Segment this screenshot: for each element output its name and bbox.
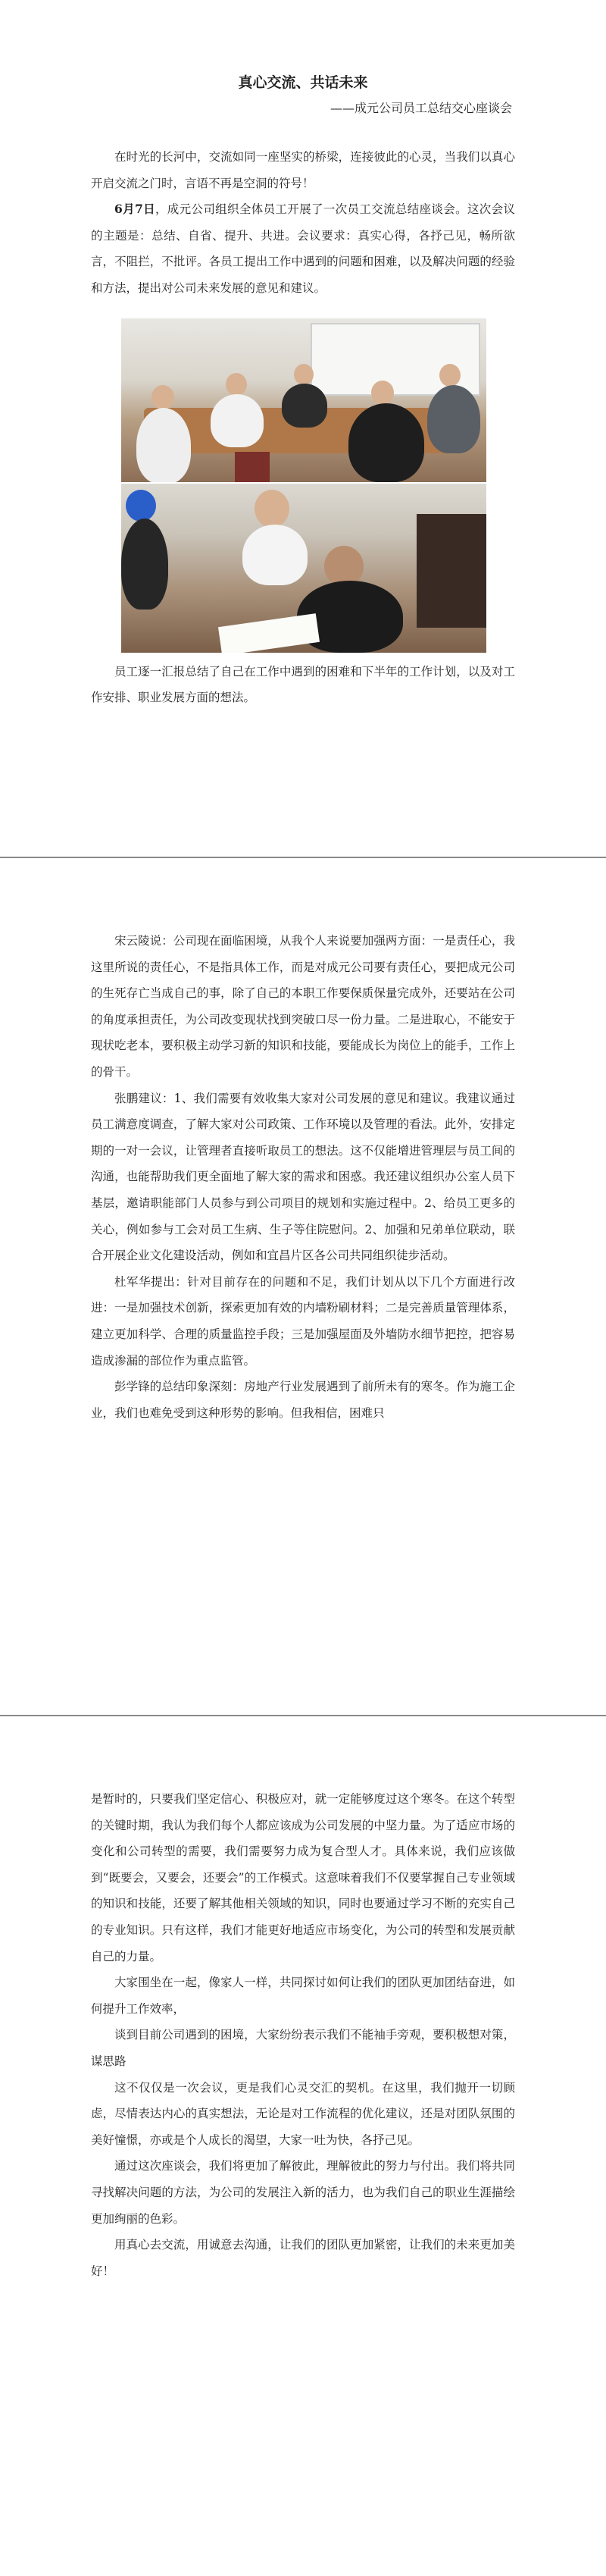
outcome-paragraph: 通过这次座谈会，我们将更加了解彼此，理解彼此的努力与付出。我们将共同寻找解决问题的方法，为公司的发展注入新的活力，也为我们自己的职业生涯描绘更加绚丽的色彩。 <box>91 2159 515 2226</box>
document-page-1 <box>0 0 606 855</box>
peng-xuefeng-paragraph: 彭学锋的总结印象深刻：房地产行业发展遇到了前所未有的寒冬。作为施工企业，我们也难免受到这种形势的影响。但我相信，困难只 <box>91 1380 515 1420</box>
closing-paragraph: 用真心去交流，用诚意去沟通，让我们的团队更加紧密，让我们的未来更加美好！ <box>91 2238 515 2278</box>
person-body <box>282 384 327 428</box>
intro-paragraph: 在时光的长河中，交流如同一座坚实的桥梁，连接彼此的心灵，当我们以真心开启交流之门时，言语不再是空洞的符号！ <box>91 150 515 190</box>
person-body <box>136 408 191 482</box>
chair <box>235 452 270 482</box>
person-head <box>152 385 174 409</box>
person-body <box>211 394 264 447</box>
heart-exchange-paragraph: 这不仅仅是一次会议，更是我们心灵交汇的契机。在这里，我们抛开一切顾虑，尽情表达内心的真实想法，无论是对工作流程的优化建议，还是对团队氛围的美好憧憬，亦或是个人成长的渴望，大家一吐为快，各抒己见。 <box>91 2080 515 2147</box>
article-title: 真心交流、共话未来 <box>238 74 368 91</box>
difficulties-paragraph: 谈到目前公司遇到的困境，大家纷纷表示我们不能袖手旁观，要积极想对策，谋思路 <box>91 2028 515 2068</box>
person-head <box>371 381 394 405</box>
meeting-photo-bottom <box>121 484 486 653</box>
peng-xuefeng-continued: 是暂时的，只要我们坚定信心、积极应对，就一定能够度过这个寒冬。在这个转型的关键时期，我认为我们每个人都应该成为公司发展的中坚力量。为了适应市场的变化和公司转型的需要，我们需要努力成为复合型人才。具体来说，我们应该做到“既要会，又要会，还要会”的工作模式。这意味着我们不仅要掌握自己专业领域的知识和技能，还要了解其他相关领域的知识，同时也要通过学习不断的充实自己的专业知识。只有这样，我们才能更好地适应市场变化，为公司的转型和发展贡献自己的力量。 <box>91 1792 515 1963</box>
person-body <box>121 519 168 610</box>
zhang-peng-paragraph: 张鹏建议：1、我们需要有效收集大家对公司发展的意见和建议。我建议通过员工满意度调查，了解大家对公司政策、工作环境以及管理的看法。此外，安排定期的一对一会议，让管理者直接听取员工的想法。这不仅能增进管理层与员工间的沟通，也能帮助我们更全面地了解大家的需求和困惑。我还建议组织办公室人员下基层，邀请职能部门人员参与到公司项目的规划和实施过程中。2、给员工更多的关心，例如参与工会对员工生病、生子等住院慰问。2、加强和兄弟单位联动，联合开展企业文化建设活动，例如和宜昌片区各公司共同组织徒步活动。 <box>91 1091 515 1263</box>
document-page-2 <box>0 858 606 1713</box>
person-head <box>294 364 314 385</box>
team-discussion-paragraph: 大家围坐在一起，像家人一样，共同探讨如何让我们的团队更加团结奋进，如何提升工作效率， <box>91 1976 515 2016</box>
person-body <box>427 385 480 453</box>
person-head <box>226 373 247 396</box>
person-body <box>242 525 308 585</box>
meeting-date: 6月7日 <box>114 202 155 217</box>
song-yunling-paragraph: 宋云陵说：公司现在面临困境，从我个人来说要加强两方面：一是责任心，我这里所说的责任心，不是指具体工作，而是对成元公司要有责任心，要把成元公司的生死存亡当成自己的事，除了自己的本职工作要保质保量完成外，还要站在公司的角度承担责任，为公司改变现状找到突破口尽一份力量。二是进取心，不能安于现状吃老本，要积极主动学习新的知识和技能，要能成长为岗位上的能手，工作上的骨干。 <box>91 934 515 1079</box>
page-1-content <box>91 70 515 711</box>
person-head <box>255 490 289 528</box>
person-body <box>348 403 424 482</box>
meeting-paragraph <box>91 196 515 301</box>
meeting-photo <box>121 318 486 653</box>
notebook <box>218 613 320 653</box>
person-cap <box>126 490 156 522</box>
wall <box>417 514 486 628</box>
person-head <box>439 364 461 387</box>
du-junhua-paragraph: 杜军华提出：针对目前存在的问题和不足，我们计划从以下几个方面进行改进：一是加强技术创新，探索更加有效的内墙粉刷材料；二是完善质量管理体系，建立更加科学、合理的质量监控手段；三是加强屋面及外墙防水细节把控，把容易造成渗漏的部位作为重点监管。 <box>91 1274 515 1368</box>
meeting-photo-top <box>121 318 486 482</box>
document-page-3 <box>0 1716 606 2576</box>
photo-caption: 员工逐一汇报总结了自己在工作中遇到的困难和下半年的工作计划，以及对工作安排、职业发展方面的想法。 <box>91 664 515 705</box>
article-subtitle: ——成元公司员工总结交心座谈会 <box>330 101 512 115</box>
page-2-content <box>91 928 515 1426</box>
meeting-description: ，成元公司组织全体员工开展了一次员工交流总结座谈会。这次会议的主题是：总结、自省、提升、共进。会议要求：真实心得，各抒己见，畅所欲言，不阻拦，不批评。各员工提出工作中遇到的问题和困难，以及解决问题的经验和方法，提出对公司未来发展的意见和建议。 <box>91 202 515 295</box>
page-3-content <box>91 1786 515 2284</box>
